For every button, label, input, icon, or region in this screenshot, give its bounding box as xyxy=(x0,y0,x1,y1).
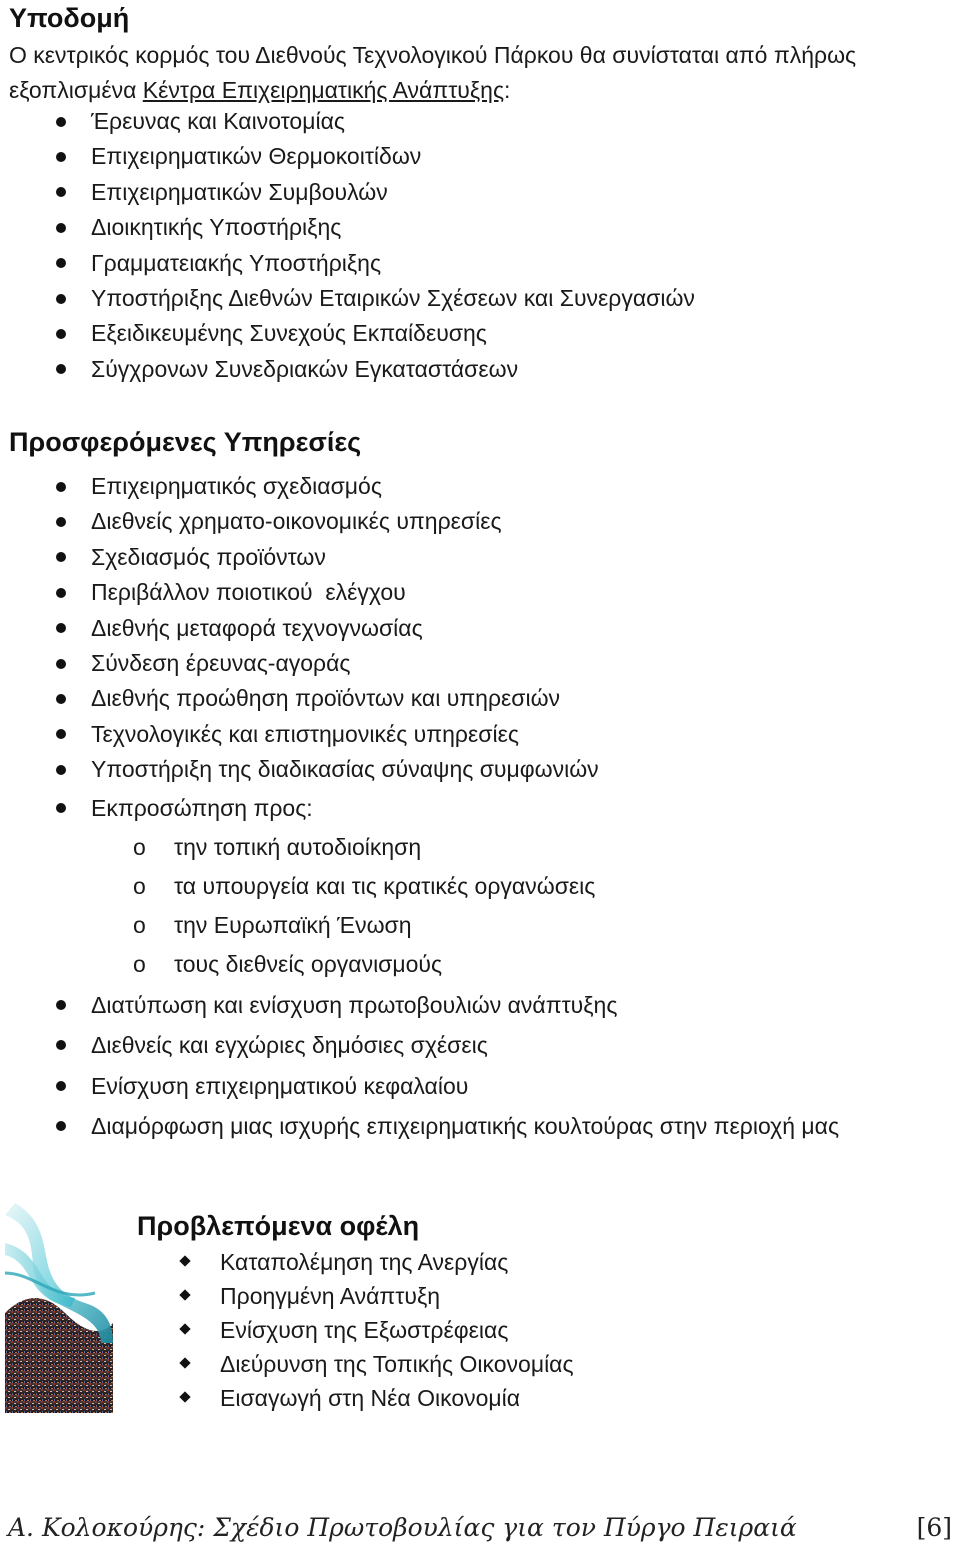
bullet-icon xyxy=(56,588,66,598)
list-item-text: Επιχειρηματικών Συμβουλών xyxy=(91,178,388,205)
bullet-icon xyxy=(56,659,66,669)
list-item xyxy=(0,504,839,539)
list-item xyxy=(0,352,695,387)
list-item-text: Ενίσχυση της Εξωστρέφειας xyxy=(220,1317,509,1343)
bullet-icon xyxy=(56,223,66,233)
list-item-text: Διεύρυνση της Τοπικής Οικονομίας xyxy=(220,1351,574,1377)
bullet-icon xyxy=(56,765,66,775)
list-item-text: Σύνδεση έρευνας-αγοράς xyxy=(91,649,351,676)
list-item xyxy=(0,1347,574,1381)
list-item xyxy=(0,104,695,139)
list-item xyxy=(0,210,695,245)
bullet-icon xyxy=(56,364,66,374)
circle-bullet-icon: o xyxy=(133,872,146,899)
list-item-text: Περιβάλλον ποιοτικού ελέγχου xyxy=(91,579,406,606)
list-item-text: Διεθνής προώθηση προϊόντων και υπηρεσιών xyxy=(91,685,561,712)
sublist-item-text: τα υπουργεία και τις κρατικές οργανώσεις xyxy=(174,872,596,899)
bullet-icon xyxy=(56,152,66,162)
section-title-benefits: Προβλεπόμενα οφέλη xyxy=(137,1211,420,1241)
list-item xyxy=(0,752,839,787)
list-item-text: Υποστήριξη της διαδικασίας σύναψης συμφωνιών xyxy=(91,756,599,783)
list-item-text: Επιχειρηματικός σχεδιασμός xyxy=(91,473,382,499)
benefits-list xyxy=(0,1245,574,1415)
diamond-bullet-icon xyxy=(179,1357,190,1368)
sublist-item-text: την τοπική αυτοδιοίκηση xyxy=(174,833,422,860)
bullet-icon xyxy=(56,1081,66,1091)
list-item-text: Διεθνείς χρηματο-οικονομικές υπηρεσίες xyxy=(91,508,502,535)
intro-tail: : xyxy=(504,77,511,103)
list-item xyxy=(0,717,839,752)
sublist-item-text: την Ευρωπαϊκή Ένωση xyxy=(174,912,412,939)
list-item-representation xyxy=(0,788,839,985)
bullet-icon xyxy=(56,517,66,527)
list-item-text: Σχεδιασμός προϊόντων xyxy=(91,543,326,570)
list-item-text: Ενίσχυση επιχειρηματικού κεφαλαίου xyxy=(91,1072,469,1099)
list-item-text: Έρευνας και Καινοτομίας xyxy=(91,108,345,134)
list-item xyxy=(0,681,839,716)
footer-text: Α. Κολοκούρης: Σχέδιο Πρωτοβουλίας για τον Πύργο Πειραιά xyxy=(8,1513,797,1542)
diamond-bullet-icon xyxy=(179,1255,190,1266)
list-item xyxy=(0,175,695,210)
circle-bullet-icon: o xyxy=(133,951,146,978)
section-title-infrastructure: Υποδομή xyxy=(9,3,130,33)
representation-sublist xyxy=(0,828,839,985)
bullet-icon xyxy=(56,1121,66,1131)
diamond-bullet-icon xyxy=(179,1391,190,1402)
list-item-text: Εκπροσώπηση προς: xyxy=(91,794,313,821)
sublist-item xyxy=(0,945,839,984)
bullet-icon xyxy=(56,1040,66,1050)
list-item-text: Διοικητικής Υποστήριξης xyxy=(91,214,342,241)
list-item-text: Εισαγωγή στη Νέα Οικονομία xyxy=(220,1385,521,1411)
list-item xyxy=(0,139,695,174)
bullet-icon xyxy=(56,729,66,739)
bullet-icon xyxy=(56,803,66,813)
infrastructure-list xyxy=(0,104,695,387)
list-item-text: Διεθνής μεταφορά τεχνογνωσίας xyxy=(91,614,423,641)
sublist-item-text: τους διεθνείς οργανισμούς xyxy=(174,951,443,978)
sublist-item xyxy=(0,828,839,867)
intro-paragraph xyxy=(9,38,954,108)
list-item xyxy=(0,1025,839,1066)
list-item xyxy=(0,469,839,504)
sublist-item xyxy=(0,867,839,906)
bullet-icon xyxy=(56,329,66,339)
list-item xyxy=(0,646,839,681)
intro-link[interactable]: Κέντρα Επιχειρηματικής Ανάπτυξης xyxy=(142,77,505,103)
list-item xyxy=(0,540,839,575)
circle-bullet-icon: o xyxy=(133,912,146,939)
list-item xyxy=(0,1245,574,1279)
list-item-text: Προηγμένη Ανάπτυξη xyxy=(220,1283,441,1309)
diamond-bullet-icon xyxy=(179,1323,190,1334)
list-item-text: Διεθνείς και εγχώριες δημόσιες σχέσεις xyxy=(91,1032,488,1059)
intro-text: Ο κεντρικός κορμός του Διεθνούς Τεχνολογικού Πάρκου θα συνίσταται από πλήρως εξοπλισμένα xyxy=(9,42,857,103)
page-number: [6] xyxy=(916,1513,952,1542)
list-item xyxy=(0,1106,839,1147)
list-item xyxy=(0,611,839,646)
circle-bullet-icon: o xyxy=(133,833,146,860)
list-item xyxy=(0,281,695,316)
list-item-text: Υποστήριξης Διεθνών Εταιρικών Σχέσεων και Συνεργασιών xyxy=(91,284,695,311)
list-item xyxy=(0,316,695,351)
list-item xyxy=(0,985,839,1026)
list-item xyxy=(0,246,695,281)
bullet-icon xyxy=(56,482,66,492)
list-item-text: Σύγχρονων Συνεδριακών Εγκαταστάσεων xyxy=(91,355,519,382)
sublist-item xyxy=(0,906,839,945)
bullet-icon xyxy=(56,623,66,633)
bullet-icon xyxy=(56,294,66,304)
bullet-icon xyxy=(56,258,66,268)
list-item xyxy=(0,575,839,610)
list-item xyxy=(0,1066,839,1107)
list-item xyxy=(0,1279,574,1313)
section-title-services: Προσφερόμενες Υπηρεσίες xyxy=(9,427,362,457)
bullet-icon xyxy=(56,187,66,197)
list-item xyxy=(0,1313,574,1347)
list-item-text: Τεχνολογικές και επιστημονικές υπηρεσίες xyxy=(91,720,519,747)
bullet-icon xyxy=(56,1000,66,1010)
services-list xyxy=(0,469,839,1147)
diamond-bullet-icon xyxy=(179,1289,190,1300)
list-item-text: Γραμματειακής Υποστήριξης xyxy=(91,249,382,276)
list-item-text: Διαμόρφωση μιας ισχυρής επιχειρηματικής κουλτούρας στην περιοχή μας xyxy=(91,1113,840,1140)
list-item-text: Επιχειρηματικών Θερμοκοιτίδων xyxy=(91,143,422,170)
bullet-icon xyxy=(56,694,66,704)
list-item-text: Διατύπωση και ενίσχυση πρωτοβουλιών ανάπτυξης xyxy=(91,991,618,1018)
list-item-text: Καταπολέμηση της Ανεργίας xyxy=(220,1249,509,1275)
list-item xyxy=(0,1381,574,1415)
list-item-text: Εξειδικευμένης Συνεχούς Εκπαίδευσης xyxy=(91,320,487,347)
bullet-icon xyxy=(56,552,66,562)
bullet-icon xyxy=(56,117,66,127)
page-footer xyxy=(8,1510,952,1546)
